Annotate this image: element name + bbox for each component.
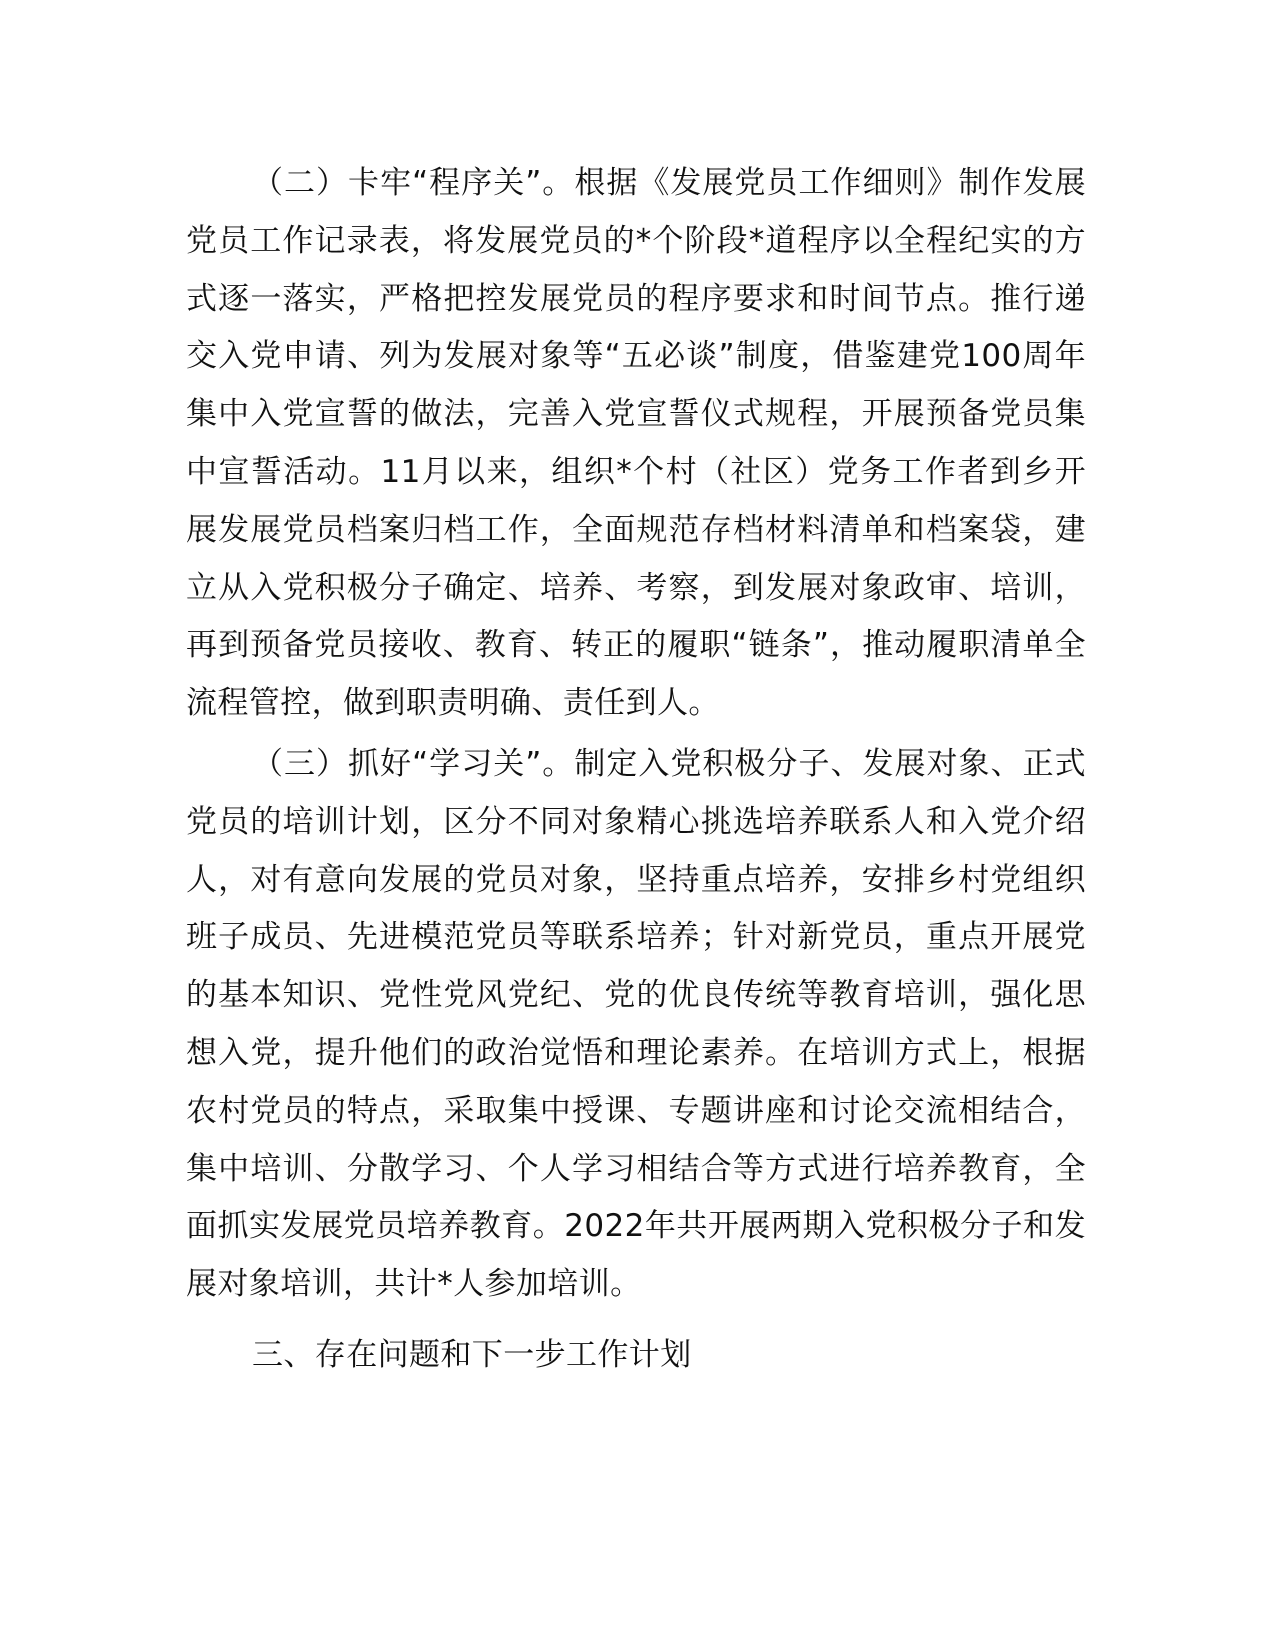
section-heading-problems-plans: 三、存在问题和下一步工作计划: [252, 1336, 692, 1373]
paragraph-study: （三）抓好“学习关”。制定入党积极分子、发展对象、正式党员的培训计划，区分不同对象精心挑选培养联系人和入党介绍人，对有意向发展的党员对象，坚持重点培养，安排乡村党组织班子成员、先进模范党员等联系培养；针对新党员，重点开展党的基本知识、党性党风党纪、党的优良传统等教育培训，强化思想入党，提升他们的政治觉悟和理论素养。在培训方式上，根据农村党员的特点，采取集中授课、专题讲座和讨论交流相结合，集中培训、分散学习、个人学习相结合等方式进行培养教育，全面抓实发展党员培养教育。2022年共开展两期入党积极分子和发展对象培训，共计*人参加培训。: [186, 745, 1086, 1303]
paragraph-procedure: （二）卡牢“程序关”。根据《发展党员工作细则》制作发展党员工作记录表，将发展党员的*个阶段*道程序以全程纪实的方式逐一落实，严格把控发展党员的程序要求和时间节点。推行递交入党申请、列为发展对象等“五必谈”制度，借鉴建党100周年集中入党宣誓的做法，完善入党宣誓仪式规程，开展预备党员集中宣誓活动。11月以来，组织*个村（社区）党务工作者到乡开展发展党员档案归档工作，全面规范存档材料清单和档案袋，建立从入党积极分子确定、培养、考察，到发展对象政审、培训，再到预备党员接收、教育、转正的履职“链条”，推动履职清单全流程管控，做到职责明确、责任到人。: [186, 165, 1086, 722]
document-body: [186, 155, 1086, 1385]
